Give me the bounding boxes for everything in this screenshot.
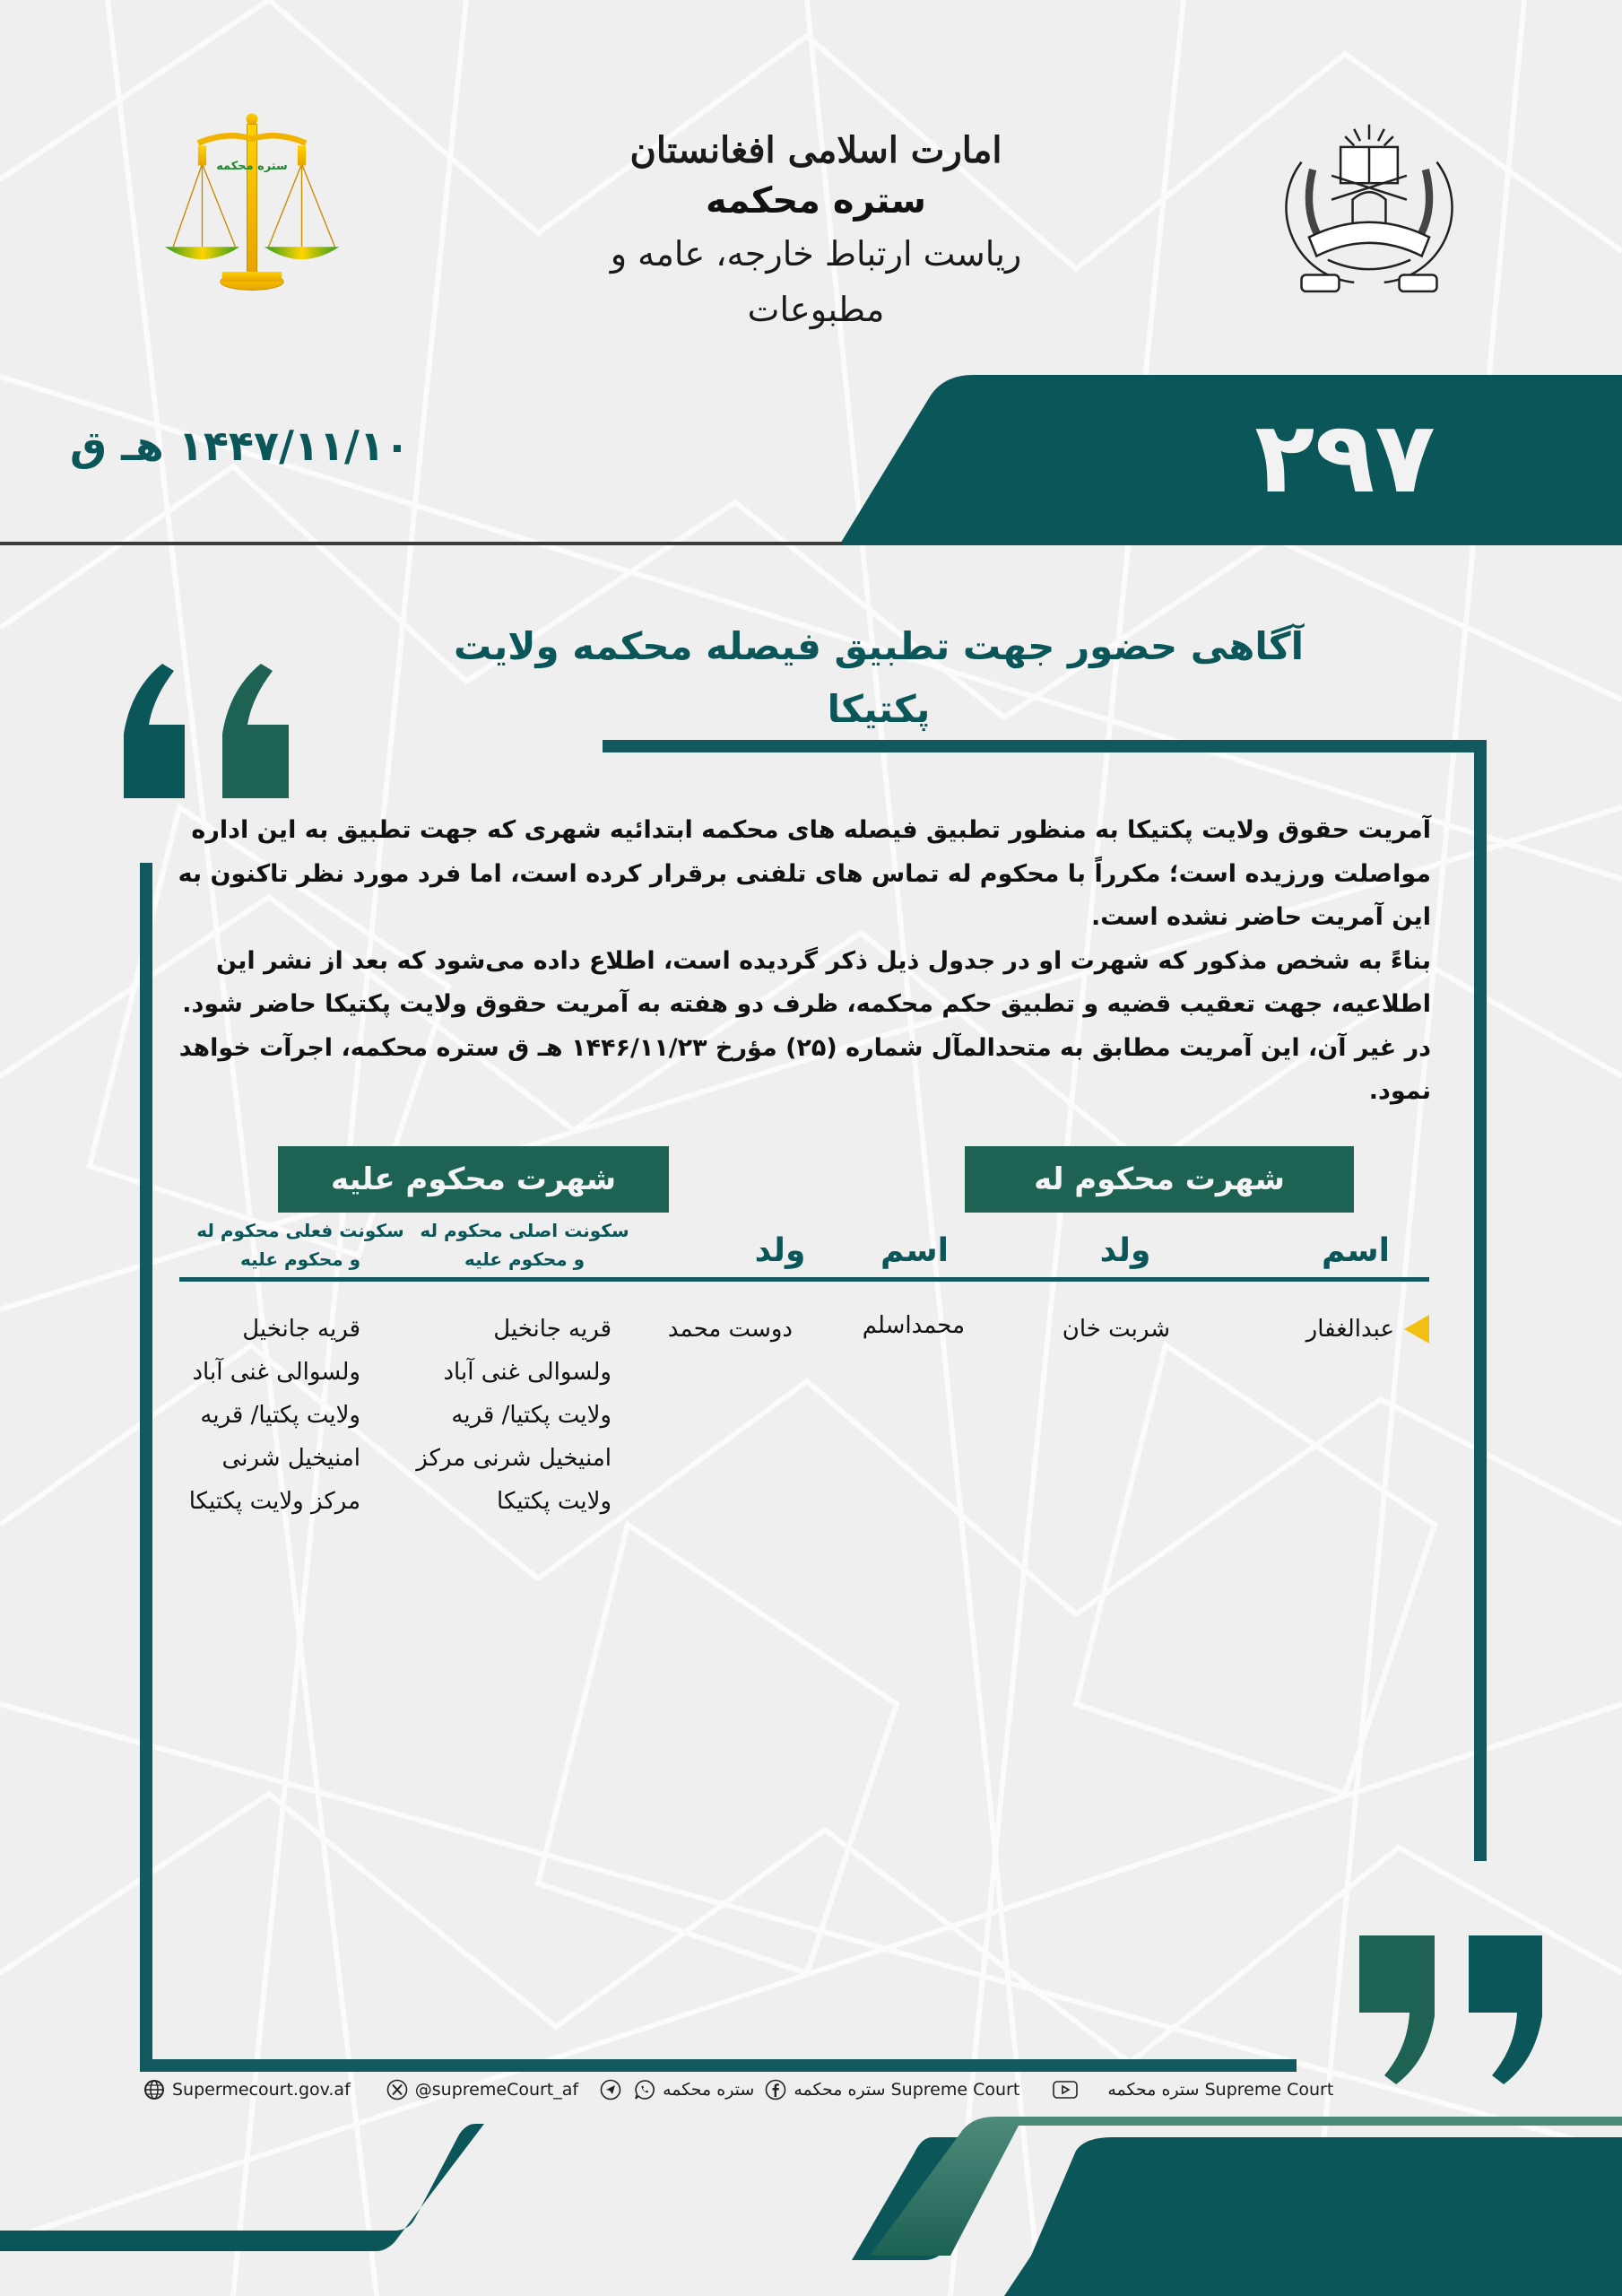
- header-emirate-name: امارت اسلامی افغانستان: [629, 129, 1002, 171]
- col-header-plaintiff-name: اسم: [1322, 1232, 1390, 1269]
- youtube-icon: [1052, 2079, 1079, 2100]
- open-quote-icon: [122, 662, 310, 798]
- cell-current-residence: قریه جانخیل ولسوالی غنی آباد ولایت پکتیا/ قریه امنیخیل شرنی مرکز ولایت پکتیکا: [188, 1316, 360, 1515]
- notice-title: آگاهی حضور جهت تطبیق فیصله محکمه ولایت پکتیکا: [454, 624, 1304, 731]
- frame-border-left: [140, 863, 152, 2072]
- frame-border-top: [603, 740, 1487, 752]
- footer-telegram-link[interactable]: [600, 2079, 629, 2100]
- issue-number: ۲۹۷: [1254, 400, 1436, 515]
- table-header-rule: [179, 1277, 1429, 1282]
- col-header-defendant-name: اسم: [880, 1232, 949, 1269]
- scales-of-justice-logo: [152, 106, 351, 305]
- col-header-defendant-father: ولد: [754, 1232, 806, 1269]
- body-paragraph-1: آمریت حقوق ولایت پکتیکا به منظور تطبیق فیصله های محکمه ابتدائیه شهری که جهت تطبیق به این اداره مواصلت ورزیده است؛ مکرراً با محکوم له تماس های تلفنی برقرار کرده است، اما فرد مورد نظر تاکنون به این آمریت حاضر نشده است.: [178, 816, 1431, 931]
- footer-decorative-bands: [0, 2099, 1622, 2296]
- cell-defendant-name: محمداسلم: [862, 1312, 965, 1339]
- footer-youtube-link[interactable]: Supreme Court ستره محکمه: [1052, 2079, 1333, 2100]
- globe-icon: [143, 2079, 165, 2100]
- plaintiff-group-header: شهرت محکوم له: [965, 1146, 1354, 1213]
- issue-number-band: [839, 375, 1622, 545]
- body-paragraph-2: بناءً به شخص مذکور که شهرت او در جدول ذیل ذکر گردیده است، اطلاع داده می‌شود که بعد از نشر این اطلاعیه، جهت تعقیب قضیه و تطبیق حکم محکمه، ظرف دو هفته به آمریت حقوق ولایت پکتیکا حاضر شود.: [182, 946, 1431, 1018]
- header-divider: [0, 542, 843, 545]
- cell-plaintiff-father: شربت خان: [1062, 1316, 1170, 1343]
- header-department-name: ریاست ارتباط خارجه، عامه و مطبوعات: [610, 234, 1022, 329]
- footer-x-link[interactable]: @supremeCourt_af: [386, 2079, 578, 2100]
- national-emblem-logo: [1271, 106, 1467, 309]
- close-quote-icon: [1356, 1935, 1548, 2084]
- col-header-original-residence: سکونت اصلی محکوم له و محکوم علیه: [420, 1220, 629, 1270]
- frame-border-right: [1474, 740, 1487, 1861]
- footer-whatsapp-link[interactable]: ستره محکمه: [634, 2079, 754, 2100]
- col-header-plaintiff-father: ولد: [1099, 1232, 1151, 1269]
- footer-website-link[interactable]: Supermecourt.gov.af: [143, 2079, 351, 2100]
- cell-plaintiff-name: عبدالغفار: [1305, 1316, 1394, 1343]
- cell-original-residence: قریه جانخیل ولسوالی غنی آباد ولایت پکتیا/ قریه امنیخیل شرنی مرکز ولایت پکتیکا: [416, 1316, 612, 1515]
- col-header-current-residence: سکونت فعلی محکوم له و محکوم علیه: [196, 1220, 404, 1270]
- notice-body: [176, 809, 1431, 1114]
- defendant-group-header: شهرت محکوم علیه: [278, 1146, 669, 1213]
- facebook-icon: [765, 2079, 786, 2100]
- cell-defendant-father: دوست محمد: [667, 1316, 793, 1343]
- footer-facebook-link[interactable]: Supreme Court ستره محکمه: [765, 2079, 1019, 2100]
- row-bullet-icon: [1404, 1315, 1429, 1344]
- telegram-icon: [600, 2079, 621, 2100]
- body-paragraph-3: در غیر آن، این آمریت مطابق به متحدالمآل شماره (۲۵) مؤرخ ۱۴۴۶/۱۱/۲۳ هـ ق ستره محکمه، اجرآت خواهد نمود.: [178, 1033, 1431, 1105]
- whatsapp-icon: [634, 2079, 655, 2100]
- header-title-block: [574, 126, 1058, 337]
- x-twitter-icon: [386, 2079, 408, 2100]
- svg-text:ستره محکمه: ستره محکمه: [216, 160, 288, 174]
- frame-border-bottom: [140, 2059, 1297, 2072]
- header-court-name: ستره محکمه: [705, 180, 926, 222]
- issue-date: ۱۴۴۷/۱۱/۱۰ هـ ق: [70, 422, 410, 470]
